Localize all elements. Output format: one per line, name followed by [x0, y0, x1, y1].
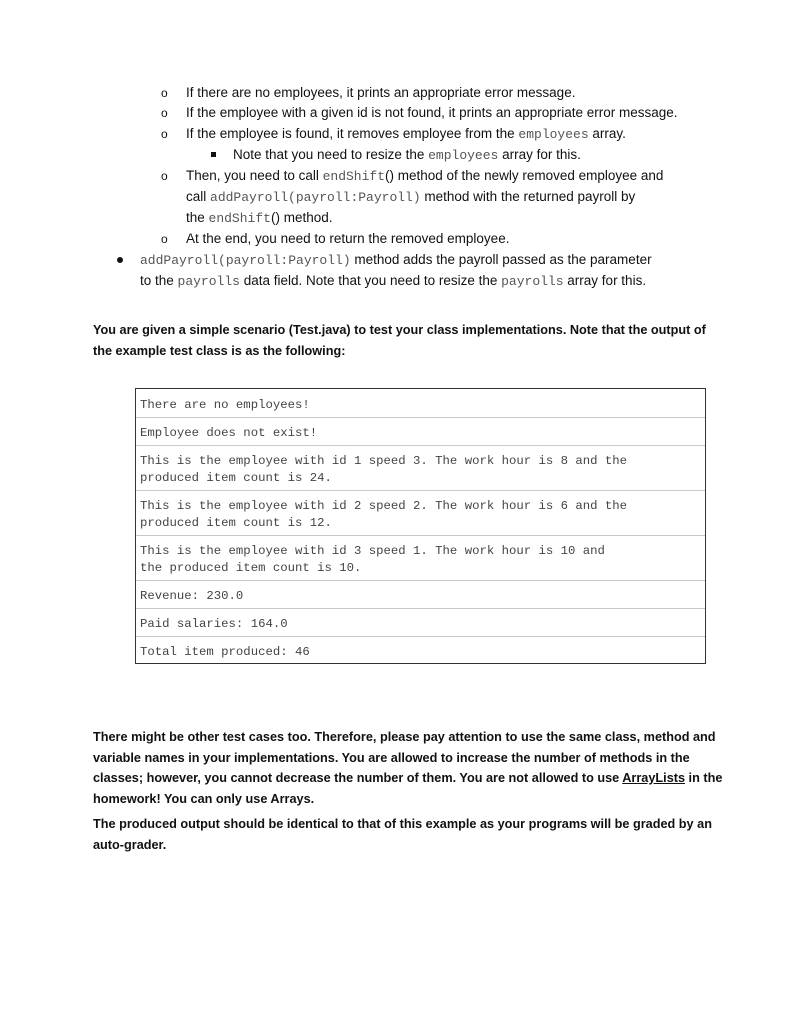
arraylists-link: ArrayLists: [622, 771, 686, 785]
console-line-revenue: Revenue: 230.0: [140, 589, 244, 603]
bullet-employee-found: If the employee is found, it removes employee from the employees array.: [186, 126, 626, 142]
divider: [136, 608, 705, 609]
bullet-id-not-found: If the employee with a given id is not found, it prints an appropriate error message.: [186, 105, 678, 120]
note-line-1: There might be other test cases too. Therefore, please pay attention to use the same class, method and: [93, 730, 716, 744]
note-line-4: homework! You can only use Arrays.: [93, 792, 315, 806]
note-line-2: variable names in your implementations. You are allowed to increase the number of methods in the: [93, 751, 690, 765]
bullet-no-employees: If there are no employees, it prints an appropriate error message.: [186, 85, 576, 100]
console-line-employee-1a: This is the employee with id 1 speed 3. The work hour is 8 and the: [140, 454, 628, 468]
console-line-employee-2a: This is the employee with id 2 speed 2. The work hour is 6 and the: [140, 499, 628, 513]
circle-bullet-icon: o: [161, 127, 168, 141]
console-line-employee-3a: This is the employee with id 3 speed 1. The work hour is 10 and: [140, 544, 605, 558]
note-output-line-2: auto-grader.: [93, 838, 167, 852]
divider: [136, 490, 705, 491]
console-line-employee-2b: produced item count is 12.: [140, 516, 332, 530]
divider: [136, 535, 705, 536]
intro-line-2: the example test class is as the following:: [93, 344, 346, 358]
bullet-return-removed: At the end, you need to return the removed employee.: [186, 231, 510, 246]
sub-bullet-resize-employees: Note that you need to resize the employees array for this.: [233, 147, 581, 163]
intro-line-1: You are given a simple scenario (Test.java) to test your class implementations. Note that the output of: [93, 323, 706, 337]
circle-bullet-icon: o: [161, 232, 168, 246]
bullet-call-endshift-l3: the endShift() method.: [186, 210, 333, 226]
bullet-call-endshift-l1: Then, you need to call endShift() method of the newly removed employee and: [186, 168, 664, 184]
circle-bullet-icon: o: [161, 169, 168, 183]
square-bullet-icon: [211, 152, 216, 157]
divider: [136, 417, 705, 418]
divider: [136, 445, 705, 446]
note-line-3: classes; however, you cannot decrease the number of them. You are not allowed to use ArrayLists in the: [93, 771, 723, 785]
console-line-employee-1b: produced item count is 24.: [140, 471, 332, 485]
console-line-total: Total item produced: 46: [140, 645, 310, 659]
console-line-employee-3b: the produced item count is 10.: [140, 561, 362, 575]
note-output-line-1: The produced output should be identical to that of this example as your programs will be graded by an: [93, 817, 712, 831]
divider: [136, 636, 705, 637]
bullet-addpayroll-l1: addPayroll(payroll:Payroll) method adds the payroll passed as the parameter: [140, 252, 652, 268]
circle-bullet-icon: o: [161, 86, 168, 100]
disc-bullet-icon: [117, 257, 123, 263]
circle-bullet-icon: o: [161, 106, 168, 120]
bullet-call-endshift-l2: call addPayroll(payroll:Payroll) method with the returned payroll by: [186, 189, 636, 205]
console-line-not-exist: Employee does not exist!: [140, 426, 318, 440]
bullet-addpayroll-l2: to the payrolls data field. Note that you need to resize the payrolls array for this.: [140, 273, 647, 289]
console-line-salaries: Paid salaries: 164.0: [140, 617, 288, 631]
console-line-no-employees: There are no employees!: [140, 398, 310, 412]
divider: [136, 580, 705, 581]
console-output-box: [135, 388, 706, 664]
